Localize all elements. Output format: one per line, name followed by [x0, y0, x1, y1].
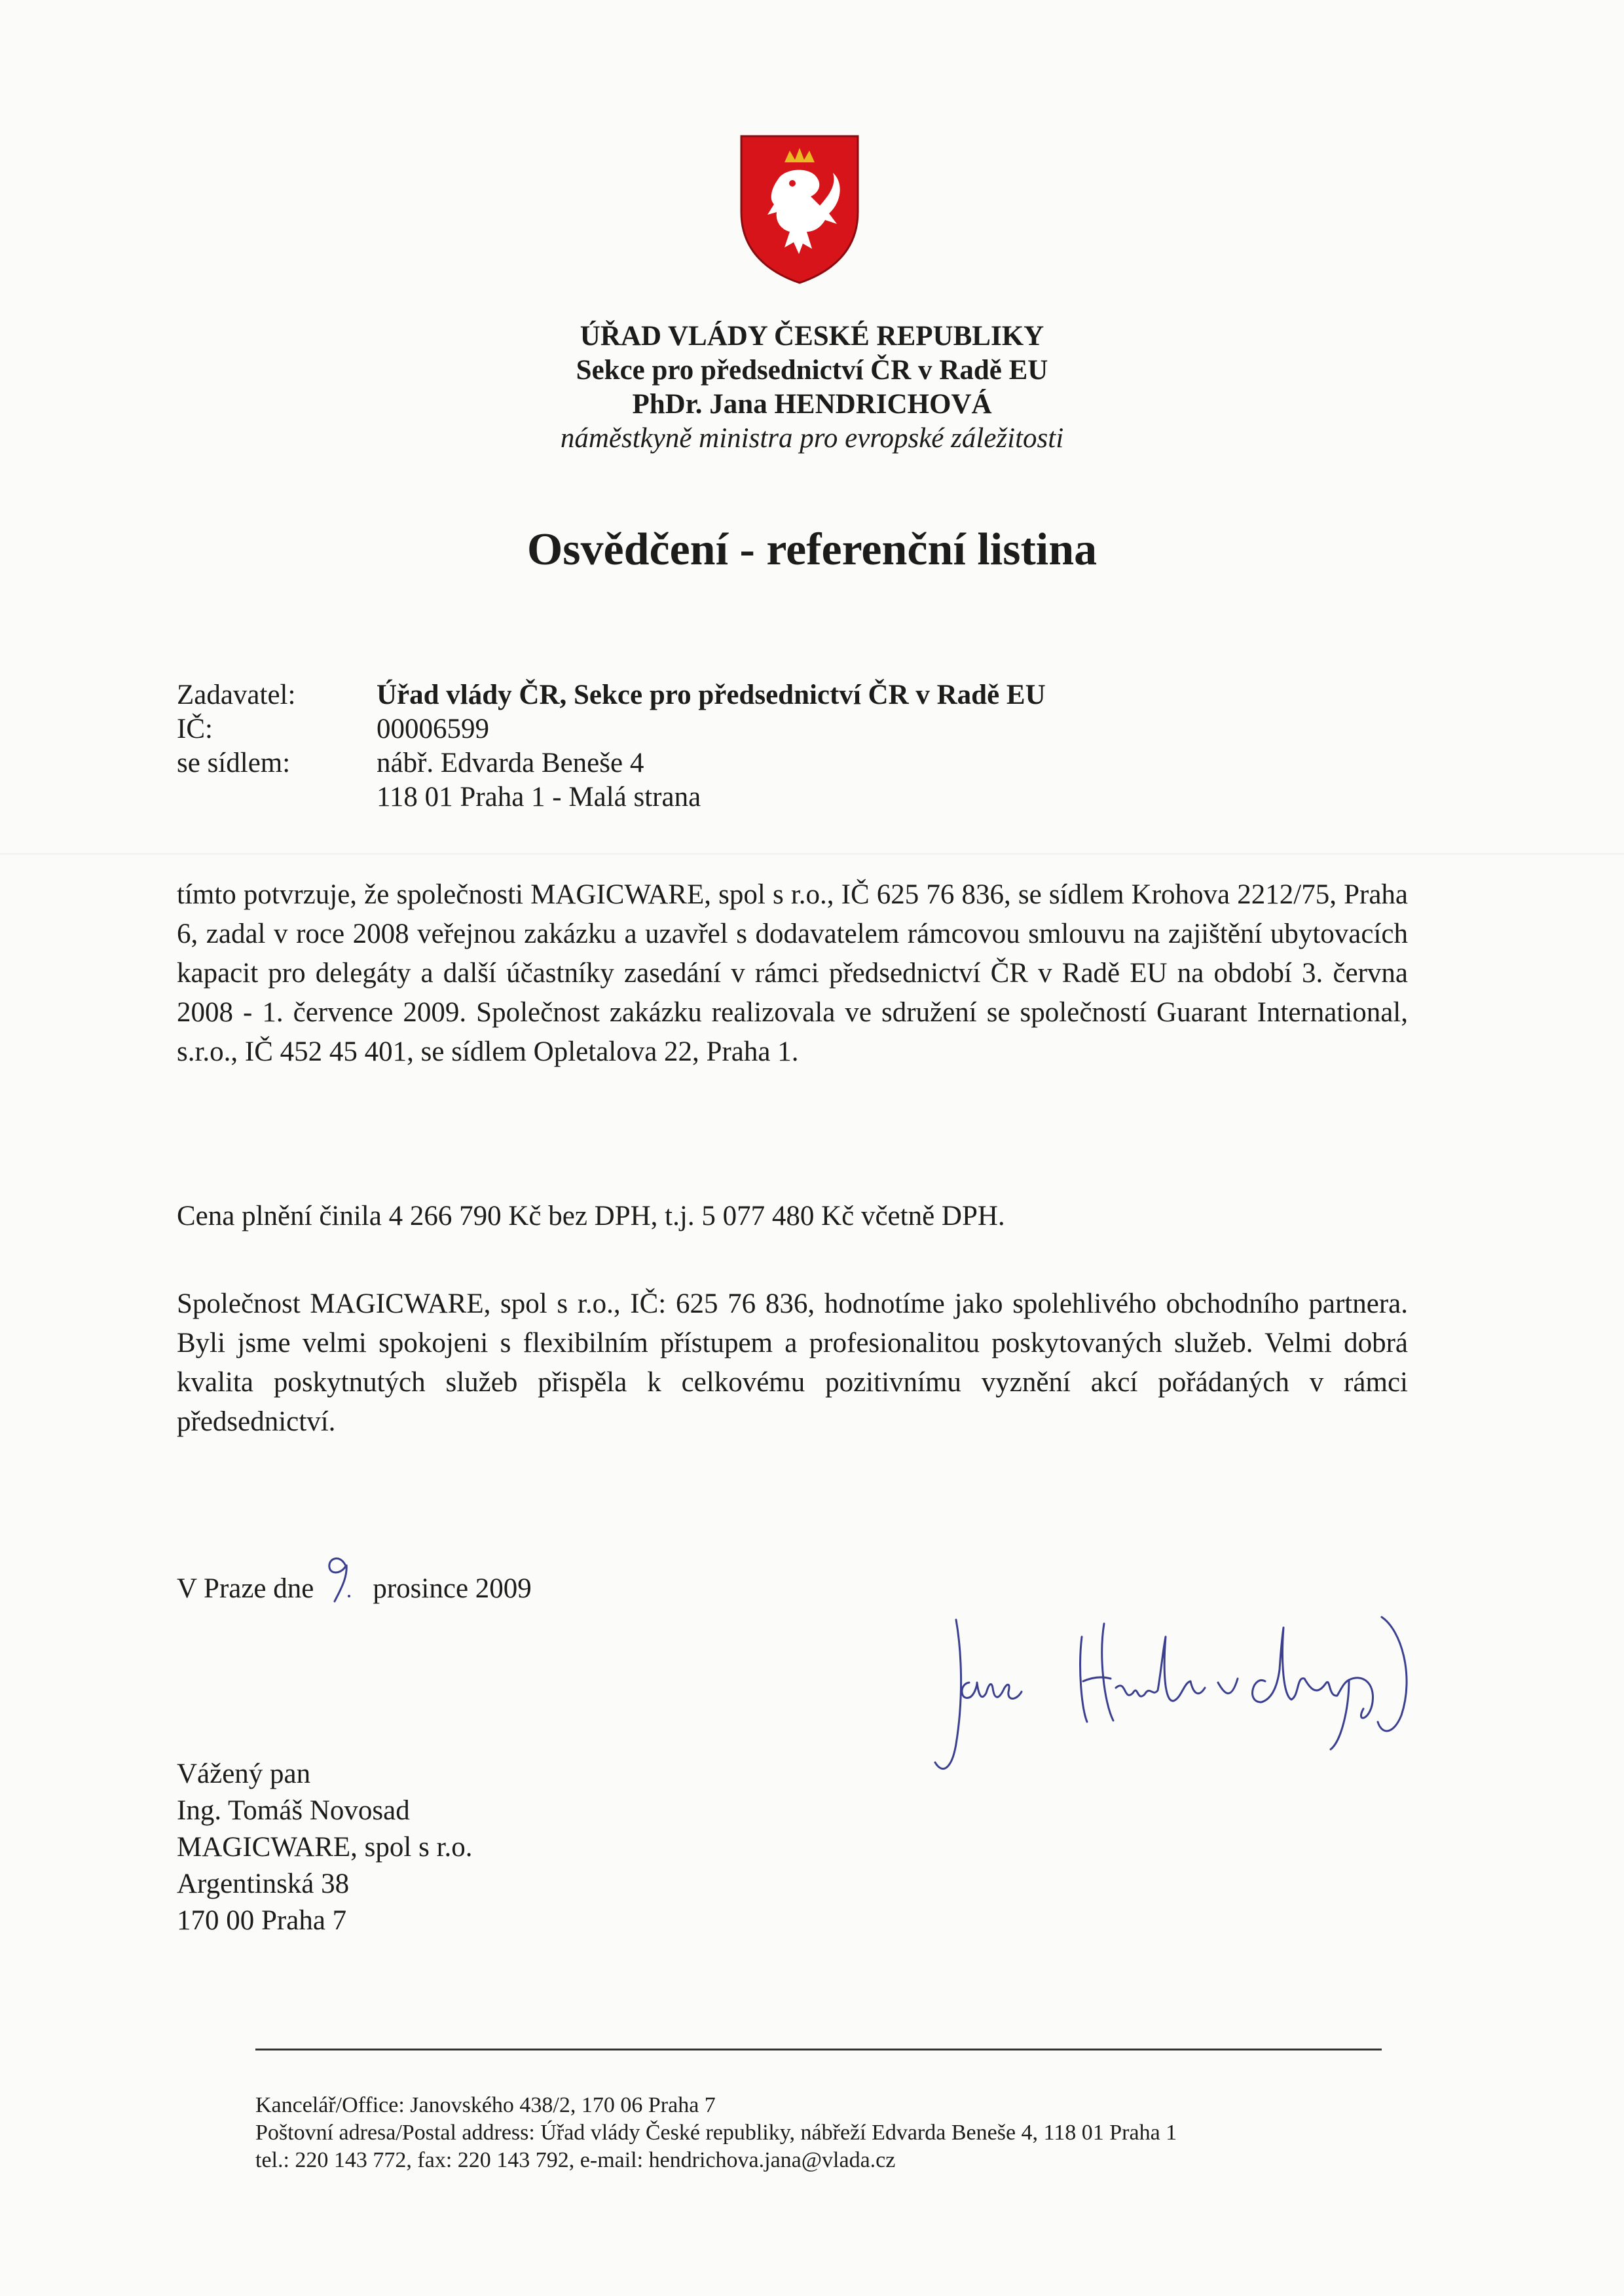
body-paragraph: tímto potvrzuje, že společnosti MAGICWARE, spol s r.o., IČ 625 76 836, se sídlem Krohova 2212/75, Praha 6, zadal v roce 2008 veřejnou zakázku a uzavřel s dodavatelem rámcovou smlouvu na zajištění ubytovacích kapacit pro delegáty a další účastníky zasedání v rámci předsednictví ČR v Radě EU na období 3. června 2008 - 1. července 2009. Společnost zakázku realizovala ve sdružení se společností Guarant International, s.r.o., IČ 452 45 401, se sídlem Opletalova 22, Praha 1. [177, 879, 1408, 1067]
official-role: náměstkyně ministra pro evropské záležitosti [560, 423, 1064, 454]
field-value: 00006599 [377, 714, 489, 744]
issuer-fields [177, 678, 1046, 814]
document-title: Osvědčení - referenční listina [526, 524, 1098, 575]
field-label: se sídlem: [177, 748, 291, 778]
addressee-line: 170 00 Praha 7 [177, 1905, 347, 1936]
addressee-line: Ing. Tomáš Novosad [177, 1795, 410, 1826]
letterhead [0, 319, 1624, 456]
field-label: Zadavatel: [177, 680, 296, 710]
field-value: 118 01 Praha 1 - Malá strana [377, 782, 701, 812]
handwritten-day-mark [320, 1545, 360, 1604]
field-label [177, 780, 377, 814]
date-prefix: V Praze dne [177, 1573, 314, 1604]
czech-coat-of-arms-icon [739, 134, 860, 285]
field-row [177, 780, 1046, 814]
handwritten-day [314, 1558, 373, 1597]
field-row [177, 746, 1046, 780]
field-value: nábř. Edvarda Beneše 4 [377, 748, 644, 778]
price-paragraph: Cena plnění činila 4 266 790 Kč bez DPH, t.j. 5 077 480 Kč včetně DPH. [177, 1201, 1005, 1231]
addressee-line: MAGICWARE, spol s r.o. [177, 1832, 473, 1863]
footer-line: tel.: 220 143 772, fax: 220 143 792, e-mail: hendrichova.jana@vlada.cz [255, 2148, 896, 2172]
field-row [177, 678, 1046, 712]
office-name: ÚŘAD VLÁDY ČESKÉ REPUBLIKY [580, 321, 1044, 352]
addressee-line: Vážený pan [177, 1758, 311, 1789]
official-name: PhDr. Jana HENDRICHOVÁ [632, 389, 992, 420]
section-name: Sekce pro předsednictví ČR v Radě EU [576, 355, 1048, 386]
field-label: IČ: [177, 714, 213, 744]
addressee-block [177, 1756, 473, 1939]
field-value: Úřad vlády ČR, Sekce pro předsednictví ČR v Radě EU [377, 680, 1046, 710]
field-row [177, 712, 1046, 746]
date-line [177, 1558, 532, 1609]
paper-fold [0, 853, 1624, 855]
footer-divider [255, 2049, 1382, 2050]
handwritten-signature [930, 1611, 1454, 1807]
footer-line: Poštovní adresa/Postal address: Úřad vlády České republiky, nábřeží Edvarda Beneše 4, 118 01 Praha 1 [255, 2121, 1177, 2145]
addressee-line: Argentinská 38 [177, 1868, 350, 1899]
evaluation-paragraph: Společnost MAGICWARE, spol s r.o., IČ: 625 76 836, hodnotíme jako spolehlivého obchodního partnera. Byli jsme velmi spokojeni s flexibilním přístupem a profesionalitou poskytovaných služeb. Velmi dobrá kvalita poskytnutých služeb přispěla k celkovému pozitivnímu vyznění akcí pořádaných v rámci předsednictví. [177, 1288, 1408, 1437]
date-suffix: prosince 2009 [373, 1573, 532, 1604]
footer-contact [255, 2092, 1177, 2174]
footer-line: Kancelář/Office: Janovského 438/2, 170 06 Praha 7 [255, 2093, 716, 2117]
